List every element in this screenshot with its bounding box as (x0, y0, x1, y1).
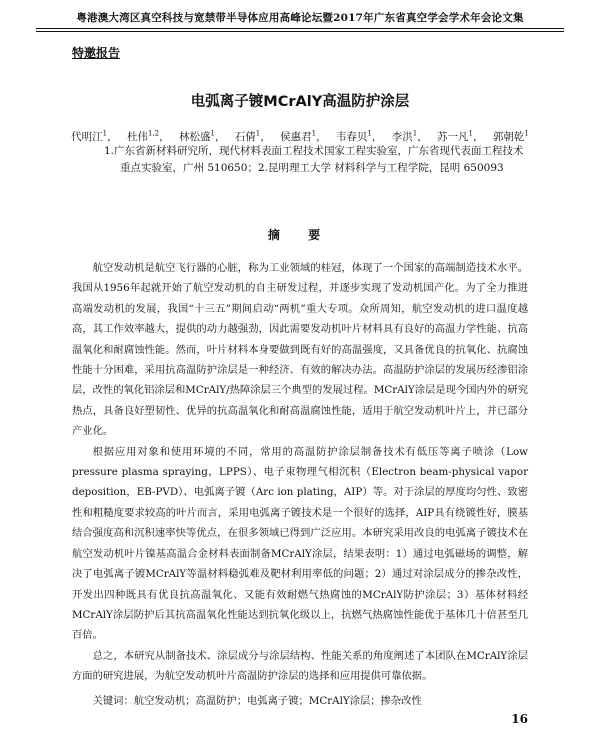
affiliation-line: 重点实验室，广州 510650；2.昆明理工大学 材料科学与工程学院，昆明 650093 (120, 162, 504, 174)
header-rule (36, 28, 564, 29)
author: 郭朝乾$^1$ (492, 129, 529, 143)
author: 苏一凡$^1$， (437, 129, 484, 143)
abstract-paragraph: 根据应用对象和使用环境的不同，常用的高温防护涂层制备技术有低压等离子喷涂（Low pressure plasma spraying，LPPS）、电子束物理气相沉积（Electron beam-physical vapor deposition，EB-PVD）、电弧离子镀（Arc ion plating，AIP）等。对于涂层的厚度均匀性、致密性和粗糙度要求较高的叶片而言，采用电弧离子镀技术是一个很好的选择，AIP具有绕镀性好，膜基结合强度高和沉积速率快等优点，在很多领域已得到广泛应用。本研究采用改良的电弧离子镀技术在航空发动机叶片镍基高温合金材料表面制备MCrAlY涂层，结果表明：1）通过电弧磁场的调整，解决了电弧离子镀MCrAlY等温材料稳弧难及靶材利用率低的问题；2）通过对涂层成分的掺杂改性，开发出四种既具有优良抗高温氧化、又能有效耐燃气热腐蚀的MCrAlY防护涂层；3）基体材料经MCrAlY涂层防护后其抗高温氧化性能达到抗氧化级以上，抗燃气热腐蚀性能优于基体几十倍甚至几百倍。 (72, 445, 528, 642)
author: 杜伟$^{1,2}$， (126, 129, 170, 143)
page-number: 16 (511, 712, 528, 726)
author: 林松盛$^1$， (178, 129, 226, 143)
abstract-heading: 摘 要 (267, 228, 333, 242)
paper-title: 电弧离子镀MCrAlY高温防护涂层 (190, 94, 410, 110)
abstract-body (72, 258, 528, 711)
author-list (60, 126, 540, 145)
author: 代明江$^1$， (71, 129, 118, 143)
abstract-paragraph: 总之，本研究从制备技术、涂层成分与涂层结构、性能关系的角度阐述了本团队在MCrAlY涂层方面的研究进展，为航空发动机叶片高温防护涂层的选择和应用提供可靠依据。 (72, 649, 528, 683)
section-tag: 特邀报告 (72, 46, 121, 60)
author: 侯惠君$^1$， (280, 129, 327, 143)
running-header: 粤港澳大湾区真空科技与宽禁带半导体应用高峰论坛暨2017年广东省真空学会学术年会论文集 (76, 12, 524, 24)
keywords: 关键词：航空发动机；高温防护；电弧离子镀；MCrAlY涂层；掺杂改性 (92, 694, 422, 707)
abstract-paragraph: 航空发动机是航空飞行器的心脏，称为工业领域的桂冠，体现了一个国家的高端制造技术水平。我国从1956年起就开始了航空发动机的自主研发过程，并逐步实现了发动机国产化。为了全力推进高端发动机的发展，我国“十三五”期间启动“两机”重大专项。众所周知，航空发动机的进口温度越高，其工作效率越大，提供的动力越强劲，因此需要发动机叶片材料具有良好的高温力学性能、抗高温氧化和耐腐蚀性能。然而，叶片材料本身要做到既有好的高温强度，又具备优良的抗氧化、抗腐蚀性能十分困难，采用抗高温防护涂层是一种经济、有效的解决办法。高温防护涂层的发展历经渗铝涂层，改性的氧化铝涂层和MCrAlY/热障涂层三个典型的发展过程。MCrAlY涂层是现今国内外的研究热点，具备良好塑韧性、优异的抗高温氧化和耐高温腐蚀性能，适用于航空发动机叶片上，并已部分产业化。 (72, 262, 528, 438)
affiliations (104, 143, 528, 177)
author: 李洪$^1$， (391, 129, 428, 143)
author: 石倩$^1$， (234, 129, 271, 143)
affiliation-line: 1.广东省新材料研究所，现代材料表面工程技术国家工程实验室，广东省现代表面工程技术 (104, 145, 524, 157)
author: 韦春贝$^1$， (335, 129, 383, 143)
header-rule-thin (36, 31, 564, 32)
